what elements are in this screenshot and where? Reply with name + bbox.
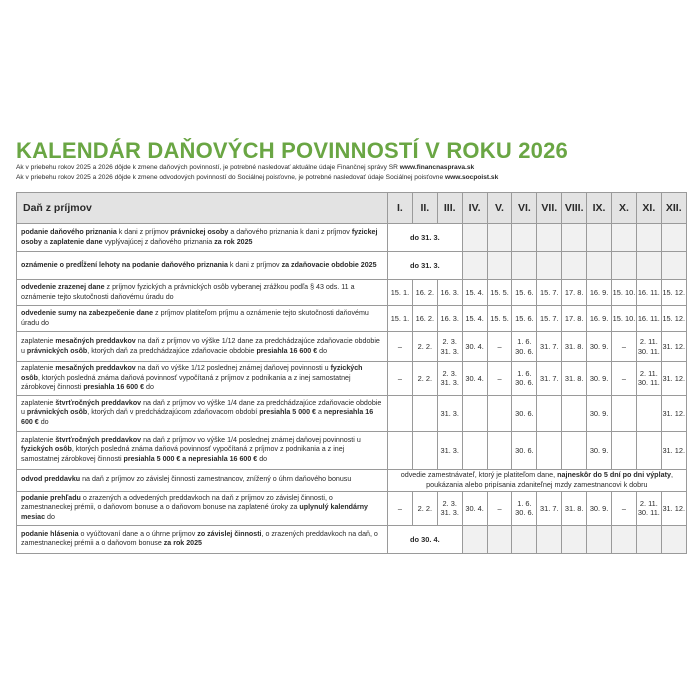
deadline-cell (636, 395, 661, 431)
empty-cell (661, 525, 686, 553)
empty-cell (562, 224, 587, 252)
empty-cell (487, 525, 512, 553)
page-title: KALENDÁR DAŇOVÝCH POVINNOSTÍ V ROKU 2026 (16, 138, 568, 163)
deadline-cell: 2. 3. 31. 3. (437, 362, 462, 396)
deadline-cell: do 30. 4. (388, 525, 463, 553)
deadline-cell: 15. 6. (512, 306, 537, 332)
empty-cell (661, 252, 686, 280)
deadline-cell: 31. 12. (661, 395, 686, 431)
deadline-cell (562, 395, 587, 431)
empty-cell (537, 525, 562, 553)
empty-cell (512, 224, 537, 252)
deadline-cell: 15. 6. (512, 280, 537, 306)
deadline-cell (462, 395, 487, 431)
header-month: VII. (537, 193, 562, 224)
deadline-cell: 15. 5. (487, 306, 512, 332)
row-description: odvod preddavku na daň z príjmov zo závislej činnosti zamestnancov, znížený o úhrn daňového bonusu (17, 469, 388, 491)
deadline-cell: – (388, 332, 413, 362)
empty-cell (462, 525, 487, 553)
empty-cell (587, 252, 612, 280)
table-row (17, 306, 687, 332)
link-financnasprava[interactable]: www.financnasprava.sk (399, 164, 475, 171)
deadline-cell (636, 431, 661, 469)
deadline-cell: 31. 7. (537, 362, 562, 396)
table-row (17, 431, 687, 469)
row-description: zaplatenie štvrťročných preddavkov na daň z príjmov vo výške 1/4 dane za predchádzajúce zdaňovacie obdobie u právnických osôb, ktorých daň v predchádzajúcom zdaňovacom období presiahla 5 000 € a nepresiahla 16 600 € do (17, 395, 388, 431)
deadline-cell: 31. 12. (661, 362, 686, 396)
empty-cell (462, 224, 487, 252)
empty-cell (512, 252, 537, 280)
deadline-cell: 30. 9. (587, 332, 612, 362)
deadline-cell: 31. 3. (437, 395, 462, 431)
deadline-cell: 15. 5. (487, 280, 512, 306)
note-financna-sprava: Ak v priebehu rokov 2025 a 2026 dôjde k zmene daňových povinností, je potrebné nasledovať aktuálne údaje Finančnej správy SR www.financnasprava.sk (16, 164, 475, 171)
deadline-cell: – (388, 491, 413, 525)
empty-cell (562, 525, 587, 553)
deadline-cell: 16. 3. (437, 306, 462, 332)
deadline-cell: 31. 7. (537, 332, 562, 362)
deadline-cell: 16. 2. (412, 306, 437, 332)
empty-cell (487, 252, 512, 280)
header-tax-label: Daň z príjmov (17, 193, 388, 224)
link-socpoist[interactable]: www.socpoist.sk (444, 174, 499, 181)
deadline-cell: 2. 2. (412, 332, 437, 362)
header-month: VI. (512, 193, 537, 224)
deadline-cell: 30. 9. (587, 431, 612, 469)
deadline-cell: 2. 11. 30. 11. (636, 332, 661, 362)
deadline-cell: 16. 9. (587, 306, 612, 332)
deadline-cell: 15. 1. (388, 280, 413, 306)
table-row (17, 469, 687, 491)
deadline-cell: 31. 7. (537, 491, 562, 525)
deadline-cell: 1. 6. 30. 6. (512, 491, 537, 525)
empty-cell (537, 252, 562, 280)
deadline-cell: 16. 3. (437, 280, 462, 306)
table-row (17, 252, 687, 280)
row-description: oznámenie o predĺžení lehoty na podanie daňového priznania k dani z príjmov za zdaňovacie obdobie 2025 (17, 252, 388, 280)
deadline-cell: 2. 3. 31. 3. (437, 491, 462, 525)
deadline-cell: – (487, 491, 512, 525)
header-month: X. (612, 193, 637, 224)
empty-cell (462, 252, 487, 280)
deadline-cell (487, 395, 512, 431)
deadline-cell: 30. 9. (587, 491, 612, 525)
tax-calendar-table (16, 192, 687, 554)
table-row (17, 332, 687, 362)
empty-cell (587, 224, 612, 252)
deadline-cell (537, 395, 562, 431)
deadline-cell: 1. 6. 30. 6. (512, 332, 537, 362)
deadline-cell: 16. 9. (587, 280, 612, 306)
table-row (17, 525, 687, 553)
deadline-cell: – (487, 332, 512, 362)
deadline-cell: 31. 12. (661, 332, 686, 362)
deadline-cell: 30. 4. (462, 332, 487, 362)
empty-cell (587, 525, 612, 553)
table-row (17, 224, 687, 252)
header-month: I. (388, 193, 413, 224)
row-description: podanie daňového priznania k dani z príjmov právnickej osoby a daňového priznania k dani z príjmov fyzickej osoby a zaplatenie dane vyplývajúcej z daňového priznania za rok 2025 (17, 224, 388, 252)
deadline-cell (462, 431, 487, 469)
table-row (17, 362, 687, 396)
deadline-cell (412, 431, 437, 469)
deadline-cell: 17. 8. (562, 280, 587, 306)
deadline-cell (537, 431, 562, 469)
deadline-cell (412, 395, 437, 431)
deadline-cell: 15. 4. (462, 280, 487, 306)
deadline-cell: 31. 12. (661, 431, 686, 469)
empty-cell (612, 525, 637, 553)
deadline-cell: – (612, 491, 637, 525)
row-description: odvedenie sumy na zabezpečenie dane z príjmov platiteľom príjmu a oznámenie tejto skutočnosti daňovému úradu do (17, 306, 388, 332)
deadline-cell: 16. 2. (412, 280, 437, 306)
note-socialna-poistovna: Ak v priebehu rokov 2025 a 2026 dôjde k zmene odvodových povinností do Sociálnej poisťovne, je potrebné nasledovať údaje Sociálnej poisťovne www.socpoist.sk (16, 174, 499, 181)
empty-cell (612, 224, 637, 252)
deadline-cell: 31. 8. (562, 491, 587, 525)
table-row (17, 280, 687, 306)
header-month: XII. (661, 193, 686, 224)
row-description: podanie prehľadu o zrazených a odvedených preddavkoch na daň z príjmov zo závislej činnosti, o zamestnaneckej prémii, o daňovom bonuse a o daňovom bonuse na zaplatené úroky za uplynulý kalendárny mesiac do (17, 491, 388, 525)
deadline-cell: 15. 4. (462, 306, 487, 332)
deadline-cell: 15. 12. (661, 280, 686, 306)
row-description: zaplatenie mesačných preddavkov na daň vo výške 1/12 poslednej známej daňovej povinnosti u fyzických osôb, ktorých posledná známa daňová povinnosť vypočítaná z príjmov z podnikania a z inej samostatnej zárobkovej činnosti presiahla 16 600 € do (17, 362, 388, 396)
empty-cell (636, 252, 661, 280)
deadline-cell: 15. 12. (661, 306, 686, 332)
deadline-cell: – (612, 362, 637, 396)
table-row (17, 395, 687, 431)
empty-cell (562, 252, 587, 280)
empty-cell (661, 224, 686, 252)
deadline-cell: 2. 2. (412, 362, 437, 396)
deadline-cell: 2. 11. 30. 11. (636, 362, 661, 396)
deadline-cell: 15. 10. (612, 280, 637, 306)
header-month: II. (412, 193, 437, 224)
deadline-cell: 2. 2. (412, 491, 437, 525)
deadline-cell: 30. 4. (462, 491, 487, 525)
deadline-cell: 2. 11. 30. 11. (636, 491, 661, 525)
deadline-cell (612, 395, 637, 431)
deadline-cell: 2. 3. 31. 3. (437, 332, 462, 362)
empty-cell (512, 525, 537, 553)
empty-cell (636, 525, 661, 553)
deadline-cell: – (388, 362, 413, 396)
table-row (17, 491, 687, 525)
empty-cell (537, 224, 562, 252)
empty-cell (612, 252, 637, 280)
deadline-cell: 30. 9. (587, 395, 612, 431)
deadline-cell (388, 395, 413, 431)
deadline-cell: do 31. 3. (388, 252, 463, 280)
deadline-cell: 30. 4. (462, 362, 487, 396)
row-description: odvedenie zrazenej dane z príjmov fyzických a právnických osôb vyberanej zrážkou podľa § 43 ods. 11 a oznámenie tejto skutočnosti daňovému úradu do (17, 280, 388, 306)
deadline-cell (562, 431, 587, 469)
header-month: IV. (462, 193, 487, 224)
deadline-cell: – (487, 362, 512, 396)
deadline-cell: 31. 12. (661, 491, 686, 525)
deadline-cell: 16. 11. (636, 306, 661, 332)
deadline-cell: 30. 6. (512, 431, 537, 469)
header-month: IX. (587, 193, 612, 224)
header-month: VIII. (562, 193, 587, 224)
deadline-cell: 15. 7. (537, 280, 562, 306)
row-description: podanie hlásenia o vyúčtovaní dane a o úhrne príjmov zo závislej činnosti, o zrazených preddavkoch na daň, o zamestnaneckej prémii a o daňovom bonuse za rok 2025 (17, 525, 388, 553)
deadline-cell: do 31. 3. (388, 224, 463, 252)
header-month: V. (487, 193, 512, 224)
deadline-cell: 17. 8. (562, 306, 587, 332)
empty-cell (636, 224, 661, 252)
header-month: III. (437, 193, 462, 224)
row-description: zaplatenie štvrťročných preddavkov na daň z príjmov vo výške 1/4 poslednej známej daňovej povinnosti u fyzických osôb, ktorých posledná známa daňová povinnosť vypočítaná z príjmov z podnikania a z inej samostatnej zárobkovej činnosti presiahla 5 000 € a nepresiahla 16 600 € do (17, 431, 388, 469)
deadline-cell: 31. 8. (562, 332, 587, 362)
row-description: zaplatenie mesačných preddavkov na daň z príjmov vo výške 1/12 dane za predchádzajúce zdaňovacie obdobie u právnických osôb, ktorých daň za predchádzajúce zdaňovacie obdobie presiahla 16 600 € do (17, 332, 388, 362)
deadline-cell: 30. 9. (587, 362, 612, 396)
deadline-note-cell: odvedie zamestnávateľ, ktorý je platiteľom dane, najneskôr do 5 dní po dni výplaty, poukázania alebo pripísania zdaniteľnej mzdy zamestnancovi k dobru (388, 469, 687, 491)
deadline-cell: 16. 11. (636, 280, 661, 306)
deadline-cell: 30. 6. (512, 395, 537, 431)
header-month: XI. (636, 193, 661, 224)
deadline-cell: – (612, 332, 637, 362)
deadline-cell: 31. 3. (437, 431, 462, 469)
deadline-cell (487, 431, 512, 469)
deadline-cell (388, 431, 413, 469)
deadline-cell: 15. 10. (612, 306, 637, 332)
deadline-cell (612, 431, 637, 469)
deadline-cell: 31. 8. (562, 362, 587, 396)
empty-cell (487, 224, 512, 252)
deadline-cell: 15. 7. (537, 306, 562, 332)
table-header-row (17, 193, 687, 224)
deadline-cell: 15. 1. (388, 306, 413, 332)
deadline-cell: 1. 6. 30. 6. (512, 362, 537, 396)
